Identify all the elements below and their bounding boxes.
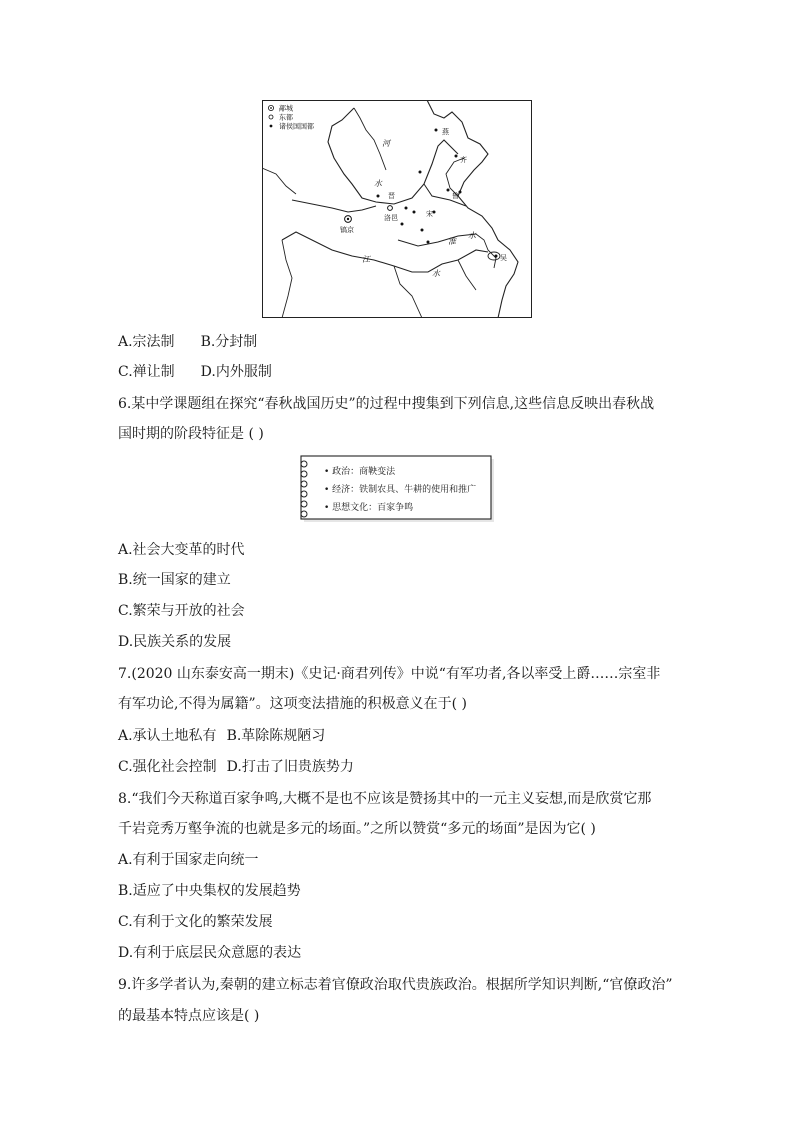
q7-stem-line-2: 有军功论,不得为属籍”。这项变法措施的积极意义在于( )	[118, 696, 467, 712]
q6-stem-line-2: 国时期的阶段特征是 ( )	[118, 426, 264, 442]
qi-dot	[455, 155, 458, 158]
notebook-item-economy: • 经济：铁制农具、牛耕的使用和推广	[324, 485, 477, 495]
legend-capital-label: 鄗城	[279, 104, 293, 113]
q7-stem-line-1: 7.(2020 山东泰安高一期末)《史记·商君列传》中说“有军功者,各以率受上爵……宗室非	[118, 666, 661, 682]
q8-option-a[interactable]: A.有利于国家走向统一	[118, 852, 259, 868]
q6-option-c[interactable]: C.繁荣与开放的社会	[118, 603, 245, 619]
q6-option-b[interactable]: B.统一国家的建立	[118, 572, 231, 588]
q8-option-c[interactable]: C.有利于文化的繁荣发展	[118, 914, 273, 930]
cai-dot	[401, 223, 404, 226]
zhou-fengjian-map	[262, 100, 532, 318]
q5-option-b[interactable]: B.分封制	[200, 334, 258, 350]
label-haojing: 镐京	[340, 226, 354, 234]
q9-stem-line-2: 的最基本特点应该是( )	[118, 1008, 260, 1024]
chen-dot	[413, 211, 416, 214]
label-lu: 鲁	[452, 192, 459, 200]
q5-option-c[interactable]: C.禅让制	[118, 364, 175, 380]
q8-option-d[interactable]: D.有利于底层民众意愿的表达	[118, 945, 302, 961]
q8-option-b[interactable]: B.适应了中央集权的发展趋势	[118, 883, 301, 899]
xu-dot	[421, 229, 424, 232]
label-he: 河	[382, 139, 390, 148]
label-song: 宋	[426, 210, 433, 218]
label-shui-1: 水	[374, 179, 382, 188]
label-jiang: 江	[362, 255, 370, 264]
yan-dot	[435, 129, 438, 132]
label-huai: 淮	[448, 237, 456, 246]
q6-notebook-figure	[298, 454, 496, 524]
label-shui-2: 水	[468, 231, 476, 240]
label-qi: 齐	[460, 156, 467, 164]
q5-option-row-2	[118, 362, 272, 382]
q5-option-d[interactable]: D.内外服制	[200, 364, 272, 380]
wei-dot	[419, 171, 422, 174]
legend-eastern-capital-label: 东都	[279, 113, 293, 122]
wu-dot	[495, 255, 498, 258]
q7-option-a[interactable]: A.承认土地私有	[118, 728, 217, 744]
haojing-marker-center	[347, 218, 349, 220]
legend-vassal-label: 诸侯国国都	[279, 122, 314, 131]
q8-stem-line-2: 千岩竞秀万壑争流的也就是多元的场面。”之所以赞赏“多元的场面”是因为它( )	[118, 821, 596, 837]
label-luoyi: 洛邑	[384, 214, 398, 222]
cao-dot	[447, 189, 450, 192]
jin-dot	[377, 195, 380, 198]
chu-dot	[427, 241, 430, 244]
label-wu: 吴	[500, 254, 507, 262]
label-jin: 晋	[388, 192, 395, 200]
q7-option-row-1	[118, 726, 325, 746]
q7-option-row-2	[118, 757, 354, 777]
q6-option-d[interactable]: D.民族关系的发展	[118, 634, 232, 650]
q7-option-b[interactable]: B.革除陈规陋习	[226, 728, 326, 744]
label-shui-3: 水	[432, 269, 440, 278]
q8-stem-line-1: 8.“我们今天称道百家争鸣,大概不是也不应该是赞扬其中的一元主义妄想,而是欣赏它那	[118, 791, 652, 807]
notebook-item-culture: • 思想文化：百家争鸣	[324, 503, 414, 513]
notebook-item-politics: • 政治：商鞅变法	[324, 467, 396, 477]
q6-option-a[interactable]: A.社会大变革的时代	[118, 542, 245, 558]
label-yan: 燕	[442, 128, 449, 136]
q7-option-c[interactable]: C.强化社会控制	[118, 759, 217, 775]
map-svg	[262, 100, 532, 318]
q7-option-d[interactable]: D.打击了旧贵族势力	[226, 759, 354, 775]
q9-stem-line-1: 9.许多学者认为,秦朝的建立标志着官僚政治取代贵族政治。根据所学知识判断,“官僚政治”	[118, 977, 673, 993]
q6-stem-line-1: 6.某中学课题组在探究“春秋战国历史”的过程中搜集到下列信息,这些信息反映出春秋战	[118, 396, 655, 412]
q5-option-row-1	[118, 332, 257, 352]
zheng-dot	[405, 207, 408, 210]
q5-option-a[interactable]: A.宗法制	[118, 334, 175, 350]
